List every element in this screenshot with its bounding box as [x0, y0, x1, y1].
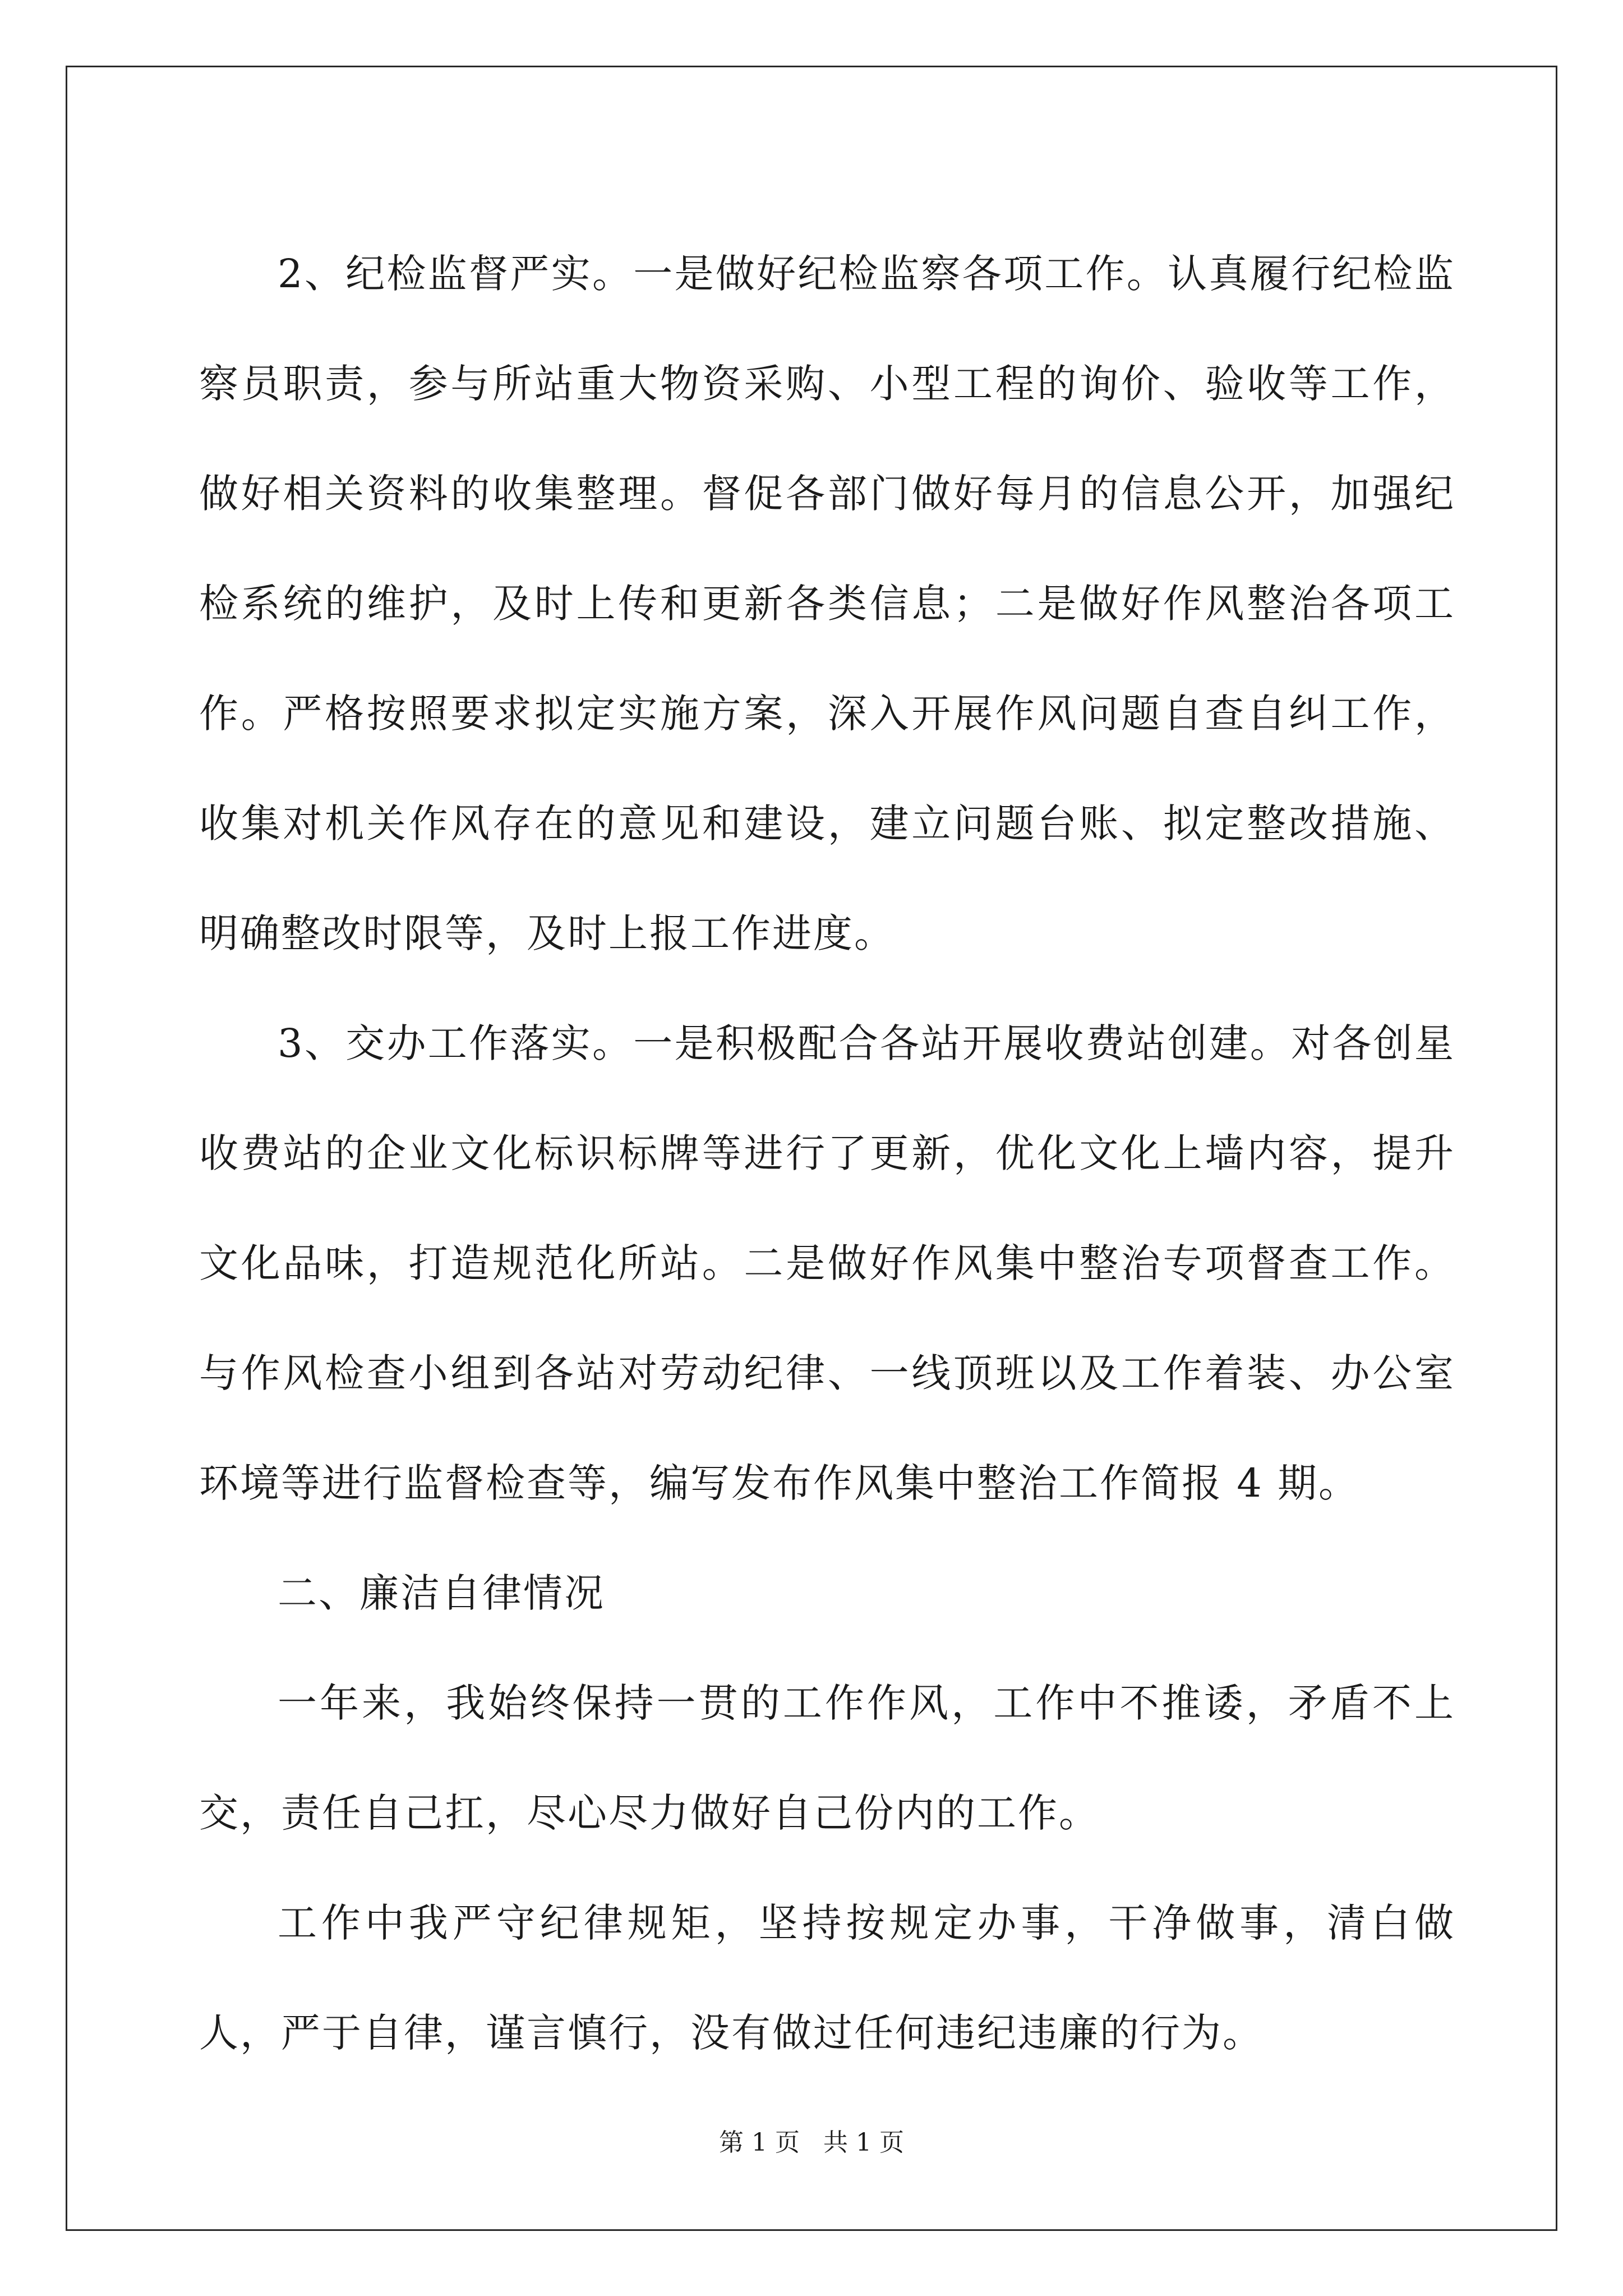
page-total: 共 1 页 [823, 2128, 904, 2157]
section-heading-integrity: 二、廉洁自律情况 [278, 1570, 605, 1616]
paragraph-discipline-rules: 工作中我严守纪律规矩，坚持按规定办事，干净做事，清白做人，严于自律，谨言慎行，没有做过任何违纪违廉的行为。 [199, 1900, 1455, 2056]
paragraph-assigned-work: 3、交办工作落实。一是积极配合各站开展收费站创建。对各创星收费站的企业文化标识标牌等进行了更新，优化文化上墙内容，提升文化品味，打造规范化所站。二是做好作风集中整治专项督查工作。与作风检查小组到各站对劳动纪律、一线顶班以及工作着装、办公室环境等进行监督检查等，编写发布作风集中整治工作简报 4 期。 [199, 1020, 1455, 1506]
document-body [199, 219, 1455, 2088]
paragraph-work-style: 一年来，我始终保持一贯的工作作风，工作中不推诿，矛盾不上交，责任自己扛，尽心尽力做好自己份内的工作。 [199, 1680, 1455, 1836]
page-number: 第 1 页 [719, 2128, 800, 2157]
page-footer [0, 2126, 1623, 2160]
paragraph-discipline-supervision: 2、纪检监督严实。一是做好纪检监察各项工作。认真履行纪检监察员职责，参与所站重大物资采购、小型工程的询价、验收等工作，做好相关资料的收集整理。督促各部门做好每月的信息公开，加强纪检系统的维护，及时上传和更新各类信息；二是做好作风整治各项工作。严格按照要求拟定实施方案，深入开展作风问题自查自纠工作，收集对机关作风存在的意见和建设，建立问题台账、拟定整改措施、明确整改时限等，及时上报工作进度。 [199, 251, 1455, 956]
